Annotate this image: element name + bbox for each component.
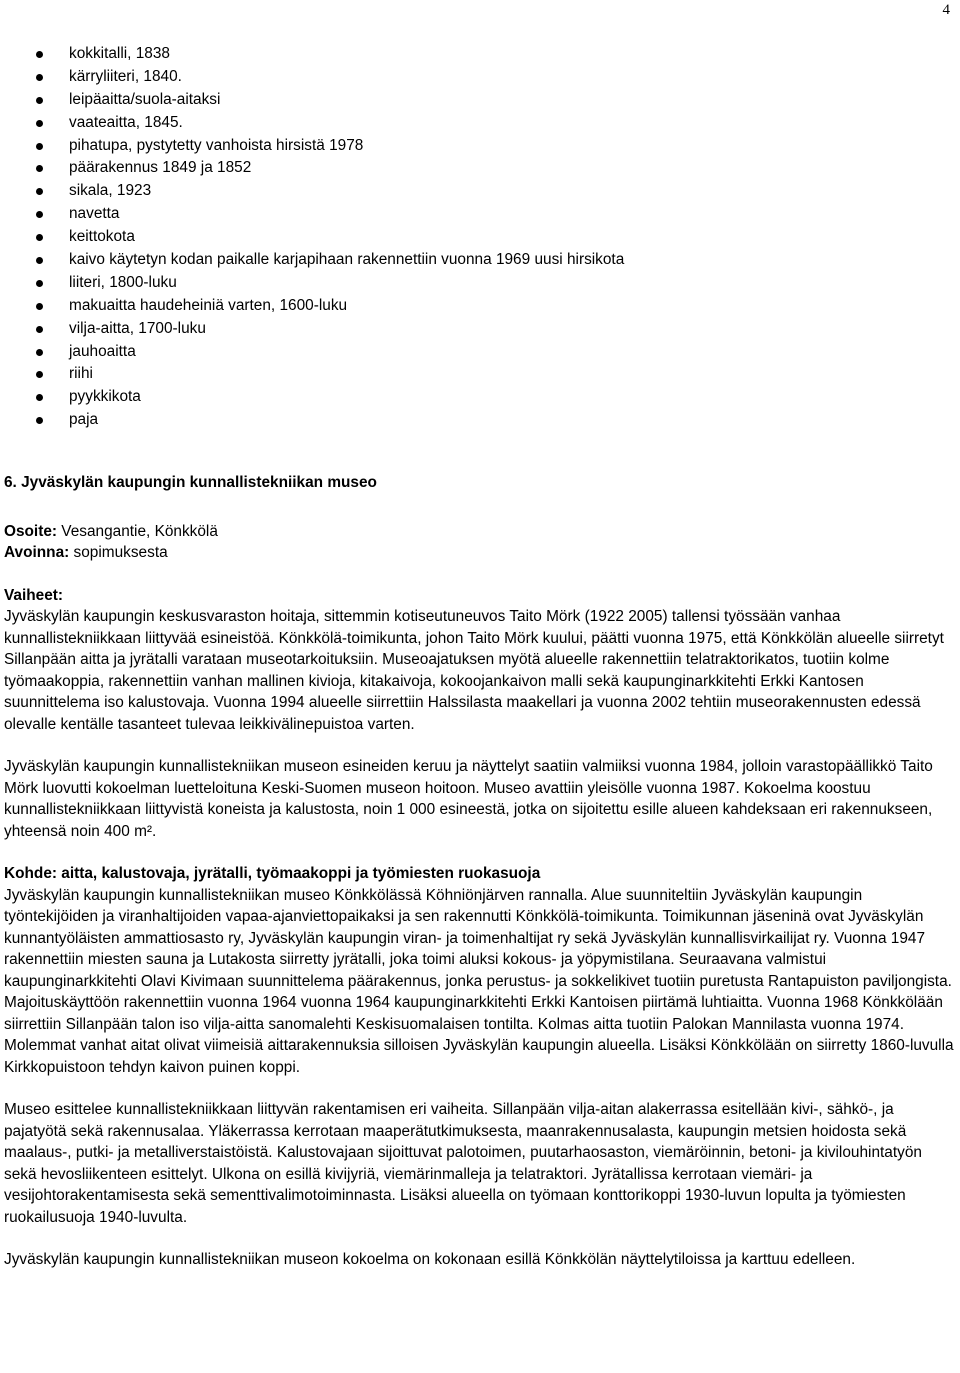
address-label: Osoite: [4,522,58,540]
bullet-icon [36,394,43,401]
list-item-text: makuaitta haudeheiniä varten, 1600-luku [69,296,348,314]
closing-paragraph: Jyväskylän kaupungin kunnallistekniikan museon kokoelma on kokonaan esillä Könkkölän näyttelytiloissa ja karttuu edelleen. [4,1251,856,1268]
address-line [4,521,956,543]
bullet-icon [36,97,43,104]
list-item-text: vilja-aitta, 1700-luku [69,319,206,337]
phases-label: Vaiheet: [4,586,64,604]
list-item-text: jauhoaitta [69,342,136,360]
target-paragraph: Jyväskylän kaupungin kunnallistekniikan museo Könkkölässä Köhniönjärven rannalla. Alue suunniteltiin Jyväskylän kaupungin työntekijöiden ja viranhaltijoiden vapaa-ajanviettopaikaksi ja sen rakennutti Könkkölä-toimikunta. Toimikunnan jäseninä ovat Jyväskylän kunnantyöläisten ammattiosasto ry, Jyväskylän kaupungin viran- ja toimenhaltijat ry sekä Jyväskylän kunnallisvirkailijat ry. Vuonna 1947 rakennettiin miesten sauna ja Lutakosta siirretty jyrätalli, joka toimi aluksi kokous- ja yöpymistilana. Seuraavana valmistui kaupunginarkkitehti Olavi Kivimaan suunnittelema päärakennus, jonka perustus- ja sokkelikivet tuotiin puretusta Rantapuiston paviljongista. Majoituskäyttöön rakennettiin vuonna 1964 vuonna 1964 kaupunginarkkitehti Erkki Kantoisen piirtämä luhtiaitta. Vuonna 1968 Könkkölään siirrettiin Sillanpään talon iso vilja-aitta sanomalehti Keskisuomalaisen tontilta. Kolmas aitta tuotiin Palokan Mannilasta vuonna 1974. Molemmat vanhat aitat olivat viimeisiä aittarakennuksia silloisen Jyväskylän kaupungin alueella. Lisäksi Könkkölään on siirretty 1860-luvulla Kirkkopuistoon tehdyn kaivon puinen koppi. [4,886,954,1076]
list-item [36,43,916,66]
bullet-icon [36,303,43,310]
list-item-text: paja [69,411,99,429]
opening-value: sopimuksesta [69,544,168,561]
collection-paragraph: Jyväskylän kaupungin kunnallistekniikan museon esineiden keruu ja näyttelyt saatiin valmiiksi vuonna 1984, jolloin varastopäällikkö Taito Mörk luovutti kokoelman luetteloituna Keski-Suomen museon hoitoon. Museo avattiin yleisölle vuonna 1987. Kokoelma koostuu kunnallistekniikkaan liittyvistä koneista ja kalustosta, noin 1 000 esineestä, jotka on sijoitettu esille alueen kahdeksaan eri rakennukseen, yhteensä noin 400 m². [4,758,933,840]
list-item-text: riihi [69,365,93,383]
list-item [36,89,916,112]
list-item-text: liiteri, 1800-luku [69,273,177,291]
list-item-text: leipäaitta/suola-aitaksi [69,90,221,108]
exhibition-paragraph: Museo esittelee kunnallistekniikkaan liittyvän rakentamisen eri vaiheita. Sillanpään vilja-aitan alakerrassa esitellään kivi-, sähkö-, ja pajatyötä sekä rakennusalaa. Yläkerrassa kerrotaan maaperätutkimuksesta, maanrakennusalasta, kaupungin metsien hoidosta sekä maalaus-, putki- ja metalliverstaistöistä. Kalustovajaan sijoittuvat palotoimen, puutarhaosaston, viemäröinnin, betoni- ja kivilouhintatyön sekä hevosliikenteen esittelyt. Ulkona on esillä kivijyriä, viemärinmalleja ja telatraktori. Jyrätallissa kerrotaan viemäri- ja vesijohtorakentamisesta sekä sementtivalimotoiminnasta. Lisäksi alueella on työmaan konttorikoppi 1930-luvun lopulta ja työmiesten ruokailusuoja 1940-luvulta. [4,1101,922,1226]
list-item [36,135,916,158]
bullet-icon [36,257,43,264]
list-item-text: vaateaitta, 1845. [69,113,183,131]
opening-line [4,542,956,564]
bullet-icon [36,165,43,172]
bullet-icon [36,74,43,81]
list-item-text: kokkitalli, 1838 [69,45,170,62]
list-item [36,363,916,386]
bullet-icon [36,326,43,333]
list-item [36,226,916,249]
list-item [36,112,916,135]
address-value: Vesangantie, Könkkölä [57,522,218,540]
list-item [36,66,916,89]
list-item [36,341,916,364]
bullet-icon [36,120,43,127]
list-item-text: pihatupa, pystytetty vanhoista hirsistä 1978 [69,136,364,154]
bullet-icon [36,280,43,287]
list-item-text: kaivo käytetyn kodan paikalle karjapihaan rakennettiin vuonna 1969 uusi hirsikota [69,251,625,269]
list-item-text: kärryliiteri, 1840. [69,67,182,85]
bullet-icon [36,51,43,58]
list-item [36,318,916,341]
museum-section [4,472,956,1271]
list-item [36,295,916,318]
bullet-icon [36,143,43,150]
list-item [36,180,916,203]
bullet-icon [36,234,43,241]
list-item [36,203,916,226]
bullet-icon [36,417,43,424]
page-number: 4 [942,2,950,18]
bullet-icon [36,211,43,218]
bullet-icon [36,349,43,356]
list-item-text: navetta [69,205,120,223]
list-item [36,249,916,272]
target-heading: Kohde: aitta, kalustovaja, jyrätalli, työmaakoppi ja työmiesten ruokasuoja [4,865,541,882]
building-list [36,43,916,432]
list-item [36,409,916,432]
list-item-text: pyykkikota [69,388,141,406]
list-item [36,157,916,180]
section-title: 6. Jyväskylän kaupungin kunnallistekniikan museo [4,474,377,491]
opening-label: Avoinna: [4,544,70,561]
bullet-icon [36,188,43,195]
list-item-text: päärakennus 1849 ja 1852 [69,159,252,177]
phases-paragraph: Jyväskylän kaupungin keskusvaraston hoitaja, sittemmin kotiseutuneuvos Taito Mörk (1922 2005) tallensi työssään vanhaa kunnallistekniikkaan liittyvää esineistöä. Könkkölä-toimikunta, johon Taito Mörk kuului, päätti vuonna 1975, että Könkkölän alueelle siirretyt Sillanpään aitta ja jyrätalli varataan museotarkoituksiin. Museoajatuksen myötä alueelle rakennettiin telatraktorikatos, tuotiin kolme työmaakoppia, rakennettiin vanhan mallinen kivioja, kitakaivoja, kokoojankaivon malli sekä kaupunginarkkitehti Erkki Kantosen suunnittelema iso kalustovaja. Vuonna 1994 alueelle siirrettiin Halssilasta maakellari ja vuonna 2002 tehtiin museorakennusten edessä olevalle kentälle tasanteet tulevaa leikkivälinepuistoa varten. [4,608,944,733]
list-item [36,272,916,295]
list-item-text: keittokota [69,228,135,246]
bullet-icon [36,371,43,378]
list-item-text: sikala, 1923 [69,182,152,200]
list-item [36,386,916,409]
